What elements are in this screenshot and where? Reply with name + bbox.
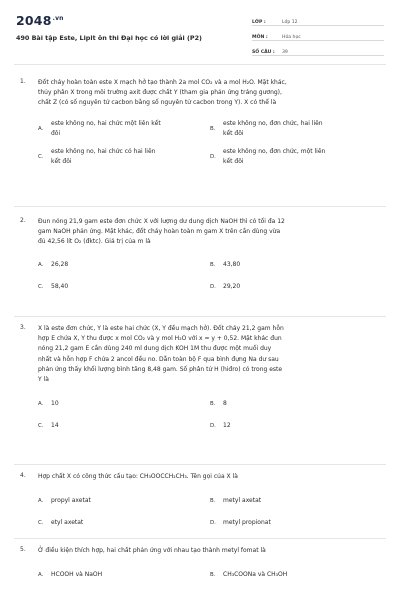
answer-options: [38, 260, 386, 292]
question-text: Ở điều kiện thích hợp, hai chất phản ứng với nhau tạo thành metyl fomat là: [38, 547, 266, 554]
meta-value: 39: [282, 50, 288, 55]
option-letter: D.: [210, 520, 216, 527]
option-text: este không no, hai chức có hai liên kết đôi: [51, 147, 156, 165]
option-d[interactable]: [210, 518, 382, 528]
meta-label: MÔN :: [252, 35, 268, 40]
question-number: 1.: [20, 78, 26, 85]
meta-label: SỐ CÂU :: [252, 50, 275, 55]
answer-options: [38, 570, 386, 580]
option-a[interactable]: [38, 119, 210, 139]
question-3: [0, 324, 400, 431]
option-letter: A.: [38, 125, 44, 132]
option-letter: B.: [210, 401, 216, 408]
option-letter: D.: [210, 283, 216, 290]
question-4: [0, 472, 400, 528]
option-text: 8: [223, 400, 227, 408]
question-number: 5.: [20, 546, 26, 553]
question-1: [0, 78, 400, 167]
option-a[interactable]: [38, 260, 210, 270]
option-text: 14: [51, 422, 59, 430]
option-text: 26,28: [51, 260, 69, 268]
option-letter: B.: [210, 498, 216, 505]
option-letter: C.: [38, 520, 44, 527]
meta-value: Lớp 12: [282, 20, 298, 25]
option-text: propyl axetat: [51, 497, 91, 505]
option-row: [38, 147, 386, 167]
option-d[interactable]: [210, 282, 382, 292]
option-row: [38, 570, 386, 580]
option-letter: D.: [210, 423, 216, 430]
document-title: 490 Bài tập Este, Lipit ôn thi Đại học có lời giải (P2): [16, 34, 202, 42]
option-text: HCOOH và NaOH: [51, 571, 103, 579]
option-row: [38, 399, 386, 409]
option-row: [38, 119, 386, 139]
option-row: [38, 260, 386, 270]
option-row: [38, 518, 386, 528]
question-text: X là este đơn chức, Y là este hai chức (X, Y đều mạch hở). Đốt cháy 21,2 gam hỗn hợp E chứa X, Y thu được x mol CO₂ và y mol H₂O với x = y + 0,52. Mặt khác đun nóng 21,2 gam E cần dùng 240 ml dung dịch KOH 1M thu được một muối duy nhất và hỗn hợp F chứa 2 ancol đều no. Dẫn toàn bộ F qua bình đựng Na dư sau phản ứng thấy khối lượng bình tăng 8,48 gam. Số phân tử H (hiđro) có trong este Y là: [38, 325, 284, 384]
option-c[interactable]: [38, 282, 210, 292]
question-text: Hợp chất X có công thức cấu tạo: CH₃OOCCH₂CH₃. Tên gọi của X là: [38, 473, 238, 480]
question-divider: [14, 538, 386, 539]
question-5: [0, 546, 400, 580]
option-row: [38, 496, 386, 506]
option-letter: A.: [38, 498, 44, 505]
option-b[interactable]: [210, 496, 382, 506]
answer-options: [38, 496, 386, 528]
option-a[interactable]: [38, 399, 210, 409]
option-a[interactable]: [38, 496, 210, 506]
option-d[interactable]: [210, 421, 382, 431]
option-row: [38, 421, 386, 431]
option-letter: C.: [38, 153, 44, 160]
option-text: 12: [223, 422, 231, 430]
question-text: Đốt cháy hoàn toàn este X mạch hở tạo thành 2a mol CO₂ và a mol H₂O. Mặt khác, thủy phân X trong môi trường axit được chất Y (tham gia phản ứng tráng gương), chất Z (có số nguyên tử cacbon bằng số nguyên tử cacbon trong Y). X có thể là: [38, 79, 287, 107]
meta-row-count: [252, 42, 384, 56]
option-text: etyl axetat: [51, 519, 84, 527]
logo-suffix: .vn: [52, 14, 64, 22]
answer-options: [38, 119, 386, 167]
option-b[interactable]: [210, 260, 382, 270]
document-header: [0, 0, 400, 60]
meta-row-class: [252, 12, 384, 26]
option-c[interactable]: [38, 518, 210, 528]
option-letter: B.: [210, 261, 216, 268]
option-letter: B.: [210, 572, 216, 579]
option-c[interactable]: [38, 421, 210, 431]
option-text: CH₃COONa và CH₃OH: [223, 571, 288, 579]
meta-row-subject: [252, 27, 384, 41]
question-number: 3.: [20, 324, 26, 331]
question-number: 2.: [20, 217, 26, 224]
option-b[interactable]: [210, 399, 382, 409]
option-d[interactable]: [210, 147, 382, 167]
option-text: este không no, đơn chức, hai liên kết đôi: [223, 119, 323, 137]
option-b[interactable]: [210, 570, 382, 580]
option-letter: A.: [38, 401, 44, 408]
logo-text: 2048: [16, 13, 52, 28]
option-text: 10: [51, 400, 59, 408]
document-meta: [252, 12, 384, 57]
option-row: [38, 282, 386, 292]
question-number: 4.: [20, 472, 26, 479]
answer-options: [38, 399, 386, 431]
option-text: 29,20: [223, 282, 241, 290]
meta-value: Hóa học: [282, 35, 301, 40]
meta-label: LỚP :: [252, 20, 266, 25]
option-letter: A.: [38, 261, 44, 268]
question-divider: [14, 316, 386, 317]
option-text: 58,40: [51, 282, 69, 290]
option-letter: C.: [38, 423, 44, 430]
question-2: [0, 217, 400, 292]
site-logo[interactable]: [16, 13, 64, 28]
question-divider: [14, 206, 386, 207]
option-letter: A.: [38, 572, 44, 579]
option-b[interactable]: [210, 119, 382, 139]
option-c[interactable]: [38, 147, 210, 167]
option-text: este không no, đơn chức, một liên kết đôi: [223, 147, 326, 165]
header-divider: [14, 64, 386, 65]
question-text: Đun nóng 21,9 gam este đơn chức X với lượng dư dung dịch NaOH thì có tối đa 12 gam NaOH phản ứng. Mặt khác, đốt cháy hoàn toàn m gam X trên cần dùng vừa đủ 42,56 lít O₂ (đktc). Giá trị của m là: [38, 218, 285, 246]
option-text: metyl axetat: [223, 497, 262, 505]
question-divider: [14, 464, 386, 465]
option-text: este không no, hai chức một liên kết đôi: [51, 119, 161, 137]
option-letter: C.: [38, 283, 44, 290]
option-text: metyl propionat: [223, 519, 271, 527]
option-letter: B.: [210, 125, 216, 132]
option-letter: D.: [210, 153, 216, 160]
option-text: 43,80: [223, 260, 241, 268]
option-a[interactable]: [38, 570, 210, 580]
